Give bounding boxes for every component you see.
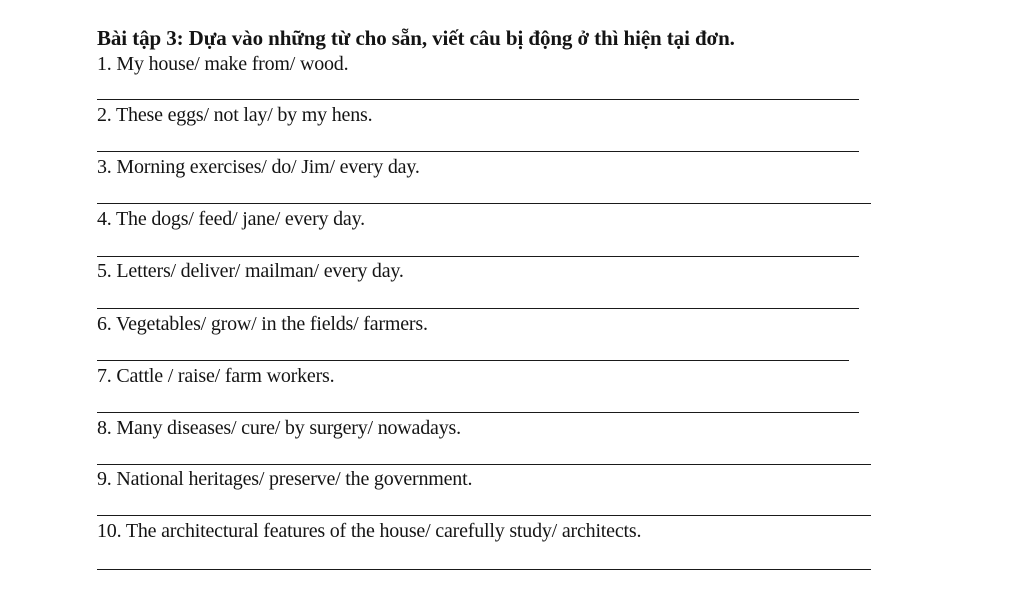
question-10: 10. The architectural features of the house/ carefully study/ architects.: [97, 520, 642, 542]
question-7: 7. Cattle / raise/ farm workers.: [97, 365, 335, 387]
answer-line-1[interactable]: [97, 99, 859, 100]
question-4: 4. The dogs/ feed/ jane/ every day.: [97, 208, 365, 230]
answer-line-5[interactable]: [97, 308, 859, 309]
answer-line-10[interactable]: [97, 569, 871, 570]
answer-line-8[interactable]: [97, 464, 871, 465]
question-6: 6. Vegetables/ grow/ in the fields/ farmers.: [97, 313, 428, 335]
question-8: 8. Many diseases/ cure/ by surgery/ nowadays.: [97, 417, 461, 439]
question-3: 3. Morning exercises/ do/ Jim/ every day.: [97, 156, 420, 178]
answer-line-4[interactable]: [97, 256, 859, 257]
question-9: 9. National heritages/ preserve/ the government.: [97, 468, 473, 490]
answer-line-3[interactable]: [97, 203, 871, 204]
answer-line-6[interactable]: [97, 360, 849, 361]
answer-line-7[interactable]: [97, 412, 859, 413]
question-1: 1. My house/ make from/ wood.: [97, 53, 349, 75]
exercise-title: Bài tập 3: Dựa vào những từ cho sẵn, viết câu bị động ở thì hiện tại đơn.: [97, 26, 735, 50]
question-5: 5. Letters/ deliver/ mailman/ every day.: [97, 260, 404, 282]
question-2: 2. These eggs/ not lay/ by my hens.: [97, 104, 373, 126]
answer-line-9[interactable]: [97, 515, 871, 516]
answer-line-2[interactable]: [97, 151, 859, 152]
